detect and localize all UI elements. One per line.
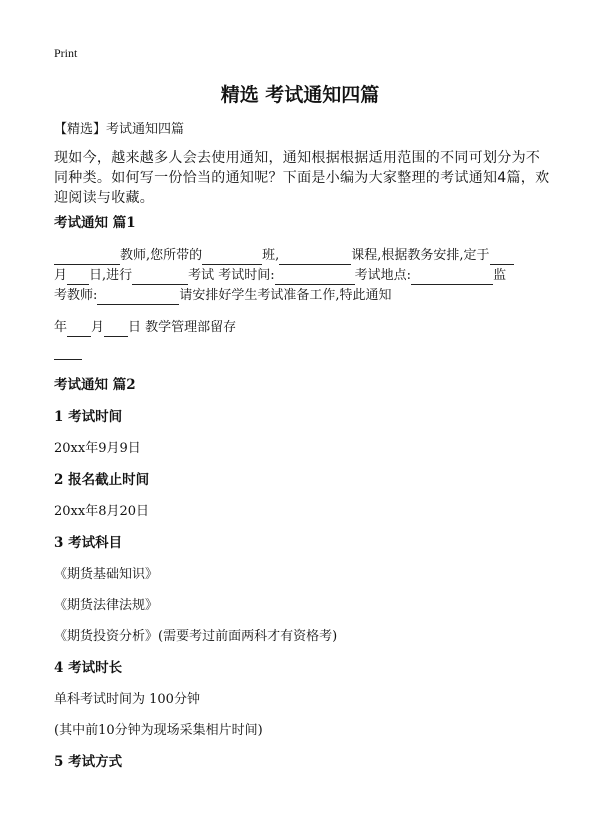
notice1-text: 月 [91,320,105,335]
divider [54,359,82,360]
document-title: 精选 考试通知四篇 [220,84,380,106]
blank-field [279,250,351,265]
intro-paragraph: 现如今，越来越多人会去使用通知，通知根据根据适用范围的不同可划分为不同种类。如何写一份恰当的通知呢？下面是小编为大家整理的考试通知4篇，欢迎阅读与收藏。 [54,150,550,206]
notice1-text: 考试 考试时间: [188,268,275,283]
section3-heading: 3 考试科目 [54,535,123,551]
section5-heading: 5 考试方式 [54,754,123,770]
notice1-signature [54,318,554,337]
section4-note: (其中前10分钟为现场采集相片时间) [54,723,263,738]
notice1-text: 考试地点: [354,268,412,283]
section1-text: 20xx年9月9日 [54,441,141,456]
blank-field [275,270,355,285]
blank-field [104,322,128,337]
blank-field [97,290,179,305]
notice1-text: 月 [54,268,68,283]
section2-text: 20xx年8月20日 [54,504,150,519]
notice1-text: 监 [493,268,507,283]
subtitle: 【精选】考试通知四篇 [54,122,185,137]
notice1-text: 班, [262,248,280,263]
notice1-text: 课程,根据教务安排,定于 [351,248,490,263]
section3-item: 《期货基础知识》 [54,567,159,582]
section3-item: 《期货投资分析》(需要考过前面两科才有资格考) [54,629,338,644]
notice1-text: 日 教学管理部留存 [128,320,237,335]
notice1-text: 教师,您所带的 [120,248,203,263]
blank-field [54,250,120,265]
print-label: Print [54,46,78,60]
section4-heading: 4 考试时长 [54,660,123,676]
notice1-line3 [54,286,554,305]
notice1-text: 考教师: [54,288,98,303]
blank-field [67,322,91,337]
section3-item: 《期货法律法规》 [54,598,159,613]
notice2-heading: 考试通知 篇2 [54,377,136,393]
section4-text: 单科考试时间为 100分钟 [54,692,200,707]
blank-field [490,250,514,265]
notice1-text: 年 [54,320,68,335]
notice1-heading: 考试通知 篇1 [54,215,136,231]
section2-heading: 2 报名截止时间 [54,472,150,488]
blank-field [67,270,89,285]
notice1-line1 [54,246,554,265]
blank-field [132,270,188,285]
notice1-text: 请安排好学生考试准备工作,特此通知 [179,288,392,303]
section1-heading: 1 考试时间 [54,409,123,425]
notice1-line2 [54,266,554,285]
blank-field [411,270,493,285]
notice1-text: 日,进行 [89,268,133,283]
blank-field [202,250,262,265]
